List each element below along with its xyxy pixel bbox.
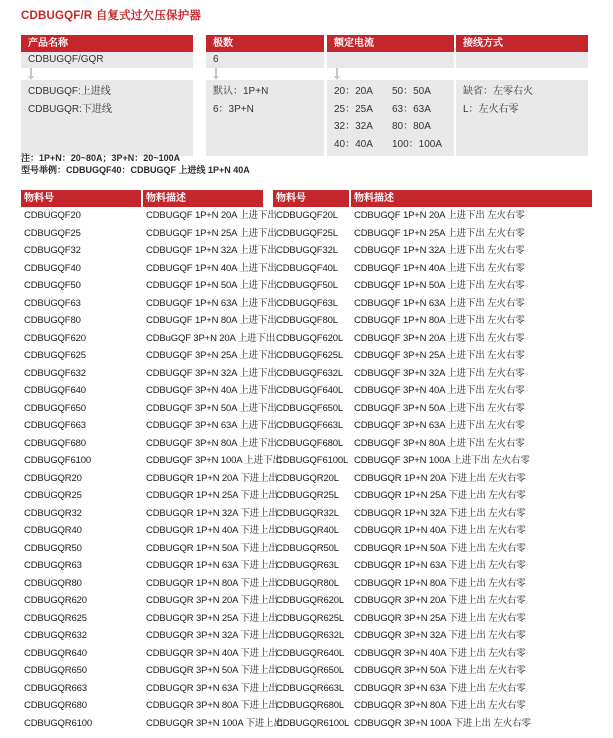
page-title: CDBUGQF/R 自复式过欠压保护器 <box>21 10 202 22</box>
selector-table <box>21 35 588 156</box>
header-product-name: 产品名称 <box>21 35 193 52</box>
material-desc-cell: CDBUGQF 3P+N 80A 上进下出 左火右零 <box>354 437 525 449</box>
material-desc-cell: CDBUGQF 1P+N 25A 上进下出 <box>146 227 277 239</box>
material-code-cell: CDBUGQR80L <box>276 577 339 589</box>
material-code-cell: CDBUGQR63 <box>24 560 82 571</box>
table-row <box>21 347 592 365</box>
material-code-cell: CDBUGQF40 <box>24 262 81 274</box>
material-desc-cell: CDBUGQF 3P+N 80A 上进下出 <box>146 437 277 449</box>
table-row <box>21 312 592 330</box>
table-row <box>21 610 592 628</box>
material-code-cell: CDBUGQF50L <box>276 280 338 291</box>
material-desc-cell: CDBUGQR 3P+N 20A 下进上出 左火右零 <box>354 595 526 606</box>
material-code-cell: CDBUGQR640 <box>24 647 87 659</box>
table-row <box>21 557 592 575</box>
material-code-cell: CDBUGQF6100 <box>24 455 91 466</box>
detail-products-cell <box>21 80 193 156</box>
material-code-cell: CDBUGQR32L <box>276 507 339 519</box>
material-code-cell: CDBUGQR63L <box>276 560 339 571</box>
material-desc-cell: CDBUGQF 3P+N 100A 上进下出 左火右零 <box>354 455 530 466</box>
material-code-cell: CDBUGQF620 <box>24 332 86 344</box>
table-row <box>21 575 592 593</box>
material-code-cell: CDBUGQR680 <box>24 700 87 711</box>
table-row <box>21 365 592 383</box>
material-code-cell: CDBUGQR625 <box>24 612 87 624</box>
header-wiring-mode: 接线方式 <box>456 35 588 52</box>
material-code-cell: CDBUGQR640L <box>276 647 345 659</box>
material-desc-cell: CDBUGQR 3P+N 32A 下进上出 <box>146 630 278 641</box>
material-code-cell: CDBUGQR620 <box>24 595 87 606</box>
material-desc-cell: CDBUGQR 3P+N 25A 下进上出 左火右零 <box>354 612 526 624</box>
table-row <box>21 487 592 505</box>
poles-option-line: 6：3P+N <box>213 103 254 115</box>
material-desc-cell: CDBUGQR 3P+N 50A 下进上出 <box>146 665 278 676</box>
detail-current-cell <box>327 80 454 156</box>
material-code-cell: CDBUGQF625 <box>24 350 86 361</box>
material-code-cell: CDBUGQF663L <box>276 420 343 431</box>
material-desc-cell: CDBUGQR 1P+N 50A 下进上出 左火右零 <box>354 542 526 554</box>
material-desc-cell: CDBUGQF 3P+N 63A 上进下出 <box>146 420 277 431</box>
material-code-cell: CDBUGQF640 <box>24 385 86 396</box>
material-desc-cell: CDBUGQF 1P+N 63A 上进下出 <box>146 297 277 309</box>
material-desc-cell: CDBUGQF 1P+N 50A 上进下出 <box>146 280 277 291</box>
material-code-cell: CDBUGQR40L <box>276 525 339 536</box>
header-rated-current: 额定电流 <box>327 35 454 52</box>
material-desc-cell: CDBUGQF 1P+N 32A 上进下出 <box>146 245 277 256</box>
material-code-cell: CDBUGQR6100L <box>276 717 350 729</box>
wiring-option-line: L：左火右零 <box>463 103 519 115</box>
table-row <box>21 645 592 663</box>
material-code-cell: CDBUGQR20L <box>276 472 339 484</box>
table-row <box>21 715 592 733</box>
product-variant-line: CDBUGQR:下进线 <box>28 103 112 115</box>
table-row <box>21 680 592 698</box>
table-row <box>21 207 592 225</box>
detail-poles-cell <box>206 80 324 156</box>
current-option-line: 100：100A <box>392 138 443 150</box>
material-code-cell: CDBUGQF32 <box>24 245 81 256</box>
material-desc-cell: CDBUGQR 1P+N 63A 下进上出 <box>146 560 278 571</box>
material-desc-cell: CDBUGQR 1P+N 40A 下进上出 <box>146 525 278 536</box>
material-desc-cell: CDBUGQR 3P+N 20A 下进上出 <box>146 595 278 606</box>
material-desc-cell: CDBUGQF 3P+N 32A 上进下出 <box>146 367 277 379</box>
table-row <box>21 697 592 715</box>
material-desc-cell: CDBuGQF 3P+N 20A 上进下出 <box>146 332 276 344</box>
material-code-cell: CDBUGQF63 <box>24 297 81 309</box>
table-row <box>21 470 592 488</box>
material-desc-cell: CDBUGQR 1P+N 20A 下进上出 <box>146 472 278 484</box>
header-material-code-2: 物料号 <box>273 190 349 207</box>
material-code-cell: CDBUGQF680L <box>276 437 343 449</box>
current-option-line: 50：50A <box>392 86 431 97</box>
material-desc-cell: CDBUGQF 3P+N 20A 上进下出 左火右零 <box>354 332 525 344</box>
poles-value-cell: 6 <box>206 52 324 68</box>
material-code-cell: CDBUGQF25L <box>276 227 338 239</box>
material-code-cell: CDBUGQR650 <box>24 665 87 676</box>
note-line: 注：1P+N：20~80A；3P+N：20~100A <box>21 153 181 163</box>
material-code-cell: CDBUGQR50L <box>276 542 339 554</box>
material-desc-cell: CDBUGQF 1P+N 80A 上进下出 <box>146 315 277 326</box>
down-arrow-icon <box>30 68 32 76</box>
material-desc-cell: CDBUGQR 1P+N 40A 下进上出 左火右零 <box>354 525 526 536</box>
material-desc-cell: CDBUGQR 3P+N 40A 下进上出 <box>146 647 278 659</box>
material-code-cell: CDBUGQF50 <box>24 280 81 291</box>
material-code-cell: CDBUGQF20 <box>24 210 81 221</box>
material-code-cell: CDBUGQR6100 <box>24 717 93 729</box>
material-code-cell: CDBUGQF650 <box>24 402 86 414</box>
material-desc-cell: CDBUGQF 3P+N 32A 上进下出 左火右零 <box>354 367 525 379</box>
current-option-line: 32：32A <box>334 121 373 132</box>
material-code-cell: CDBUGQF80L <box>276 315 338 326</box>
selector-detail-row <box>21 80 588 156</box>
material-code-cell: CDBUGQR680L <box>276 700 345 711</box>
current-option-line: 80：80A <box>392 121 431 132</box>
wiring-option-line: 缺省：左零右火 <box>463 86 533 97</box>
material-code-cell: CDBUGQF680 <box>24 437 86 449</box>
material-desc-cell: CDBUGQR 3P+N 50A 下进上出 左火右零 <box>354 665 526 676</box>
material-rows <box>21 207 592 732</box>
table-row <box>21 452 592 470</box>
material-code-cell: CDBUGQF20L <box>276 210 338 221</box>
material-desc-cell: CDBUGQR 1P+N 80A 下进上出 <box>146 577 278 589</box>
material-code-cell: CDBUGQR650L <box>276 665 345 676</box>
material-code-cell: CDBUGQF25 <box>24 227 81 239</box>
material-desc-cell: CDBUGQR 1P+N 25A 下进上出 左火右零 <box>354 490 526 501</box>
material-desc-cell: CDBUGQF 3P+N 25A 上进下出 左火右零 <box>354 350 525 361</box>
table-row <box>21 592 592 610</box>
material-desc-cell: CDBUGQF 1P+N 80A 上进下出 左火右零 <box>354 315 525 326</box>
note-line: 型号举例：CDBUGQF40：CDBUGQF 上进线 1P+N 40A <box>21 164 250 175</box>
header-poles: 极数 <box>206 35 324 52</box>
material-code-cell: CDBUGQR80 <box>24 577 82 589</box>
table-row <box>21 330 592 348</box>
table-row <box>21 295 592 313</box>
material-desc-cell: CDBUGQF 3P+N 40A 上进下出 左火右零 <box>354 385 525 396</box>
material-desc-cell: CDBUGQR 1P+N 32A 下进上出 <box>146 507 278 519</box>
material-desc-cell: CDBUGQF 3P+N 100A 上进下出 <box>146 455 282 466</box>
selector-model-row <box>21 52 588 68</box>
material-desc-cell: CDBUGQF 3P+N 25A 上进下出 <box>146 350 277 361</box>
model-name-cell: CDBUGQF/GQR <box>21 52 193 68</box>
material-desc-cell: CDBUGQR 3P+N 80A 下进上出 左火右零 <box>354 700 526 711</box>
material-desc-cell: CDBUGQF 1P+N 25A 上进下出 左火右零 <box>354 227 525 239</box>
material-code-cell: CDBUGQF632 <box>24 367 86 379</box>
material-desc-cell: CDBUGQF 3P+N 40A 上进下出 <box>146 385 277 396</box>
material-code-cell: CDBUGQF32L <box>276 245 338 256</box>
current-option-line: 20：20A <box>334 86 373 97</box>
material-code-cell: CDBUGQF640L <box>276 385 343 396</box>
material-desc-cell: CDBUGQR 3P+N 25A 下进上出 <box>146 612 278 624</box>
down-arrow-icon <box>215 68 217 76</box>
material-desc-cell: CDBUGQF 3P+N 63A 上进下出 左火右零 <box>354 420 525 431</box>
material-desc-cell: CDBUGQR 3P+N 100A 下进上出 <box>146 717 283 729</box>
down-arrow-icon <box>336 68 338 76</box>
material-desc-cell: CDBUGQF 3P+N 50A 上进下出 <box>146 402 277 414</box>
current-option-line: 40：40A <box>334 138 373 150</box>
material-code-cell: CDBUGQR632 <box>24 630 87 641</box>
material-desc-cell: CDBUGQF 1P+N 40A 上进下出 <box>146 262 277 274</box>
material-code-cell: CDBUGQF620L <box>276 332 343 344</box>
current-options-right <box>392 83 454 153</box>
material-desc-cell: CDBUGQF 1P+N 50A 上进下出 左火右零 <box>354 280 525 291</box>
material-desc-cell: CDBUGQF 1P+N 40A 上进下出 左火右零 <box>354 262 525 274</box>
table-row <box>21 540 592 558</box>
material-header-row <box>21 190 592 207</box>
material-code-cell: CDBUGQF632L <box>276 367 343 379</box>
material-desc-cell: CDBUGQR 3P+N 63A 下进上出 <box>146 682 278 694</box>
material-desc-cell: CDBUGQF 1P+N 32A 上进下出 左火右零 <box>354 245 525 256</box>
material-desc-cell: CDBUGQR 1P+N 50A 下进上出 <box>146 542 278 554</box>
material-desc-cell: CDBUGQR 3P+N 80A 下进上出 <box>146 700 278 711</box>
current-options-left <box>334 83 392 153</box>
material-code-cell: CDBUGQR40 <box>24 525 82 536</box>
table-row <box>21 225 592 243</box>
material-desc-cell: CDBUGQF 1P+N 63A 上进下出 左火右零 <box>354 297 525 309</box>
arrow-row <box>21 68 588 80</box>
header-material-desc-1: 物料描述 <box>143 190 263 207</box>
table-row <box>21 505 592 523</box>
material-desc-cell: CDBUGQR 1P+N 20A 下进上出 左火右零 <box>354 472 526 484</box>
selector-header-row <box>21 35 588 52</box>
table-row <box>21 435 592 453</box>
material-code-cell: CDBUGQF663 <box>24 420 86 431</box>
material-table <box>21 190 592 732</box>
material-code-cell: CDBUGQF63L <box>276 297 338 309</box>
material-code-cell: CDBUGQF40L <box>276 262 338 274</box>
empty-cell <box>327 52 454 68</box>
table-row <box>21 417 592 435</box>
material-code-cell: CDBUGQR25 <box>24 490 82 501</box>
material-code-cell: CDBUGQF650L <box>276 402 343 414</box>
detail-wiring-cell <box>456 80 588 156</box>
header-material-code-1: 物料号 <box>21 190 141 207</box>
material-desc-cell: CDBUGQR 1P+N 25A 下进上出 <box>146 490 278 501</box>
poles-option-line: 默认：1P+N <box>213 86 269 97</box>
product-variant-line: CDBUGQF:上进线 <box>28 86 111 97</box>
material-code-cell: CDBUGQF80 <box>24 315 81 326</box>
table-row <box>21 260 592 278</box>
table-row <box>21 277 592 295</box>
current-option-line: 63：63A <box>392 103 431 115</box>
material-desc-cell: CDBUGQR 1P+N 63A 下进上出 左火右零 <box>354 560 526 571</box>
material-code-cell: CDBUGQR20 <box>24 472 82 484</box>
material-desc-cell: CDBUGQR 1P+N 32A 下进上出 左火右零 <box>354 507 526 519</box>
table-row <box>21 242 592 260</box>
table-row <box>21 627 592 645</box>
material-code-cell: CDBUGQR32 <box>24 507 82 519</box>
table-row <box>21 382 592 400</box>
material-code-cell: CDBUGQR50 <box>24 542 82 554</box>
header-material-desc-2: 物料描述 <box>351 190 592 207</box>
material-desc-cell: CDBUGQR 3P+N 32A 下进上出 左火右零 <box>354 630 526 641</box>
material-desc-cell: CDBUGQF 1P+N 20A 上进下出 <box>146 210 277 221</box>
material-desc-cell: CDBUGQF 1P+N 20A 上进下出 左火右零 <box>354 210 525 221</box>
material-code-cell: CDBUGQR625L <box>276 612 345 624</box>
notes-block <box>21 153 250 176</box>
material-desc-cell: CDBUGQR 3P+N 40A 下进上出 左火右零 <box>354 647 526 659</box>
table-row <box>21 662 592 680</box>
material-desc-cell: CDBUGQR 3P+N 63A 下进上出 左火右零 <box>354 682 526 694</box>
material-code-cell: CDBUGQF625L <box>276 350 343 361</box>
material-desc-cell: CDBUGQR 3P+N 100A 下进上出 左火右零 <box>354 717 531 729</box>
table-row <box>21 400 592 418</box>
current-option-line: 25：25A <box>334 103 373 115</box>
material-desc-cell: CDBUGQR 1P+N 80A 下进上出 左火右零 <box>354 577 526 589</box>
material-desc-cell: CDBUGQF 3P+N 50A 上进下出 左火右零 <box>354 402 525 414</box>
material-code-cell: CDBUGQR632L <box>276 630 345 641</box>
material-code-cell: CDBUGQR663L <box>276 682 345 694</box>
material-code-cell: CDBUGQF6100L <box>276 455 349 466</box>
table-row <box>21 522 592 540</box>
material-code-cell: CDBUGQR25L <box>276 490 339 501</box>
empty-cell <box>456 52 588 68</box>
material-code-cell: CDBUGQR620L <box>276 595 345 606</box>
material-code-cell: CDBUGQR663 <box>24 682 87 694</box>
